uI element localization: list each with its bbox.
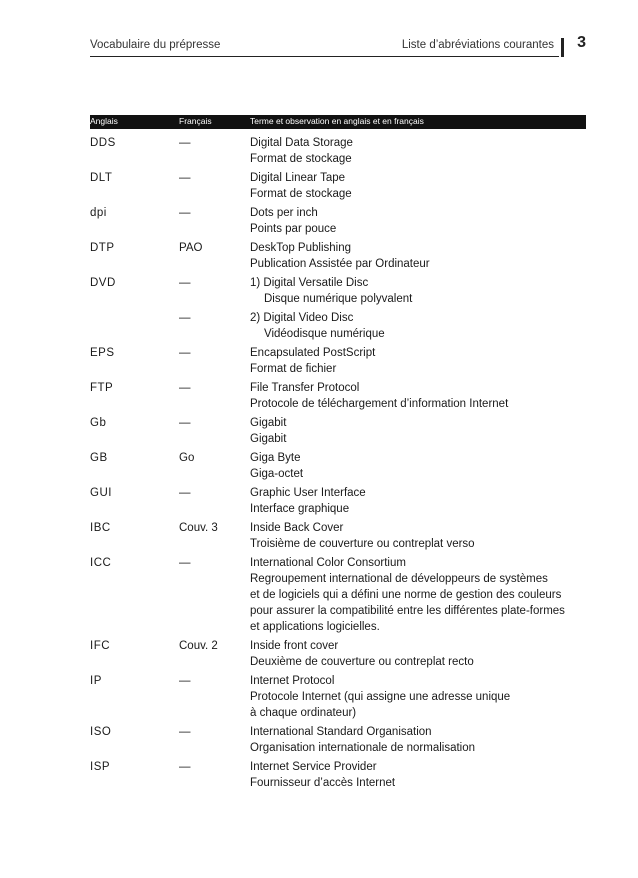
- term-french: Disque numérique polyvalent: [264, 293, 413, 305]
- term-english: Inside front cover: [250, 640, 339, 652]
- term-description: [250, 205, 586, 237]
- term-french: Troisième de couverture ou contreplat verso: [250, 538, 475, 550]
- abbreviation-fr: Couv. 3: [179, 522, 218, 534]
- abbreviation-en: DLT: [90, 172, 113, 184]
- term-french: et de logiciels qui a défini une norme de gestion des couleurs: [250, 589, 562, 601]
- table-row: [90, 450, 586, 482]
- page-header: [90, 28, 586, 68]
- term-description: [250, 555, 586, 635]
- term-description: [250, 310, 586, 342]
- abbreviation-en: IBC: [90, 522, 111, 534]
- term-english: Internet Protocol: [250, 675, 335, 687]
- abbreviation-en: IFC: [90, 640, 111, 652]
- term-french: Format de fichier: [250, 363, 337, 375]
- table-row: [90, 415, 586, 447]
- table-row: [90, 673, 586, 721]
- term-description: [250, 345, 586, 377]
- term-description: [250, 724, 586, 756]
- abbreviation-en: DVD: [90, 277, 116, 289]
- term-english: Graphic User Interface: [250, 487, 366, 499]
- term-english: Digital Linear Tape: [250, 172, 346, 184]
- term-description: [250, 275, 586, 307]
- term-french: Organisation internationale de normalisation: [250, 742, 476, 754]
- abbreviation-en: FTP: [90, 382, 114, 394]
- term-french: Fournisseur d’accès Internet: [250, 777, 396, 789]
- term-french: Deuxième de couverture ou contreplat recto: [250, 656, 474, 668]
- abbreviation-fr: —: [179, 172, 191, 184]
- term-description: [250, 638, 586, 670]
- abbreviation-fr: —: [179, 347, 191, 359]
- term-french: et applications logicielles.: [250, 621, 380, 633]
- term-french: Format de stockage: [250, 188, 352, 200]
- term-french: Protocole de téléchargement d’information Internet: [250, 398, 509, 410]
- abbreviation-fr: —: [179, 675, 191, 687]
- table-row: [90, 275, 586, 307]
- abbreviation-en: dpi: [90, 207, 107, 219]
- header-rule: [90, 56, 559, 57]
- page-number: 3: [577, 34, 586, 51]
- abbreviation-fr: PAO: [179, 242, 203, 254]
- term-english: Dots per inch: [250, 207, 318, 219]
- term-french: Giga-octet: [250, 468, 304, 480]
- abbreviation-fr: —: [179, 487, 191, 499]
- abbreviation-fr: —: [179, 557, 191, 569]
- term-english: 2) Digital Video Disc: [250, 312, 354, 324]
- term-french: Protocole Internet (qui assigne une adresse unique: [250, 691, 511, 703]
- table-row: [90, 638, 586, 670]
- term-description: [250, 240, 586, 272]
- abbreviation-fr: —: [179, 382, 191, 394]
- abbreviation-en: ISP: [90, 761, 111, 773]
- table-header: [90, 115, 586, 129]
- abbreviation-en: GB: [90, 452, 108, 464]
- abbreviation-en: ICC: [90, 557, 112, 569]
- table-body: [90, 129, 586, 791]
- abbreviation-table: [90, 115, 586, 791]
- term-french: Regroupement international de développeurs de systèmes: [250, 573, 548, 585]
- term-description: [250, 759, 586, 791]
- term-english: Digital Data Storage: [250, 137, 353, 149]
- table-row: [90, 205, 586, 237]
- column-header-francais: Français: [179, 116, 212, 126]
- table-row: [90, 520, 586, 552]
- table-row: [90, 555, 586, 635]
- abbreviation-fr: —: [179, 761, 191, 773]
- table-row: [90, 724, 586, 756]
- table-row: [90, 759, 586, 791]
- abbreviation-fr: Couv. 2: [179, 640, 218, 652]
- term-description: [250, 450, 586, 482]
- header-title-left: Vocabulaire du prépresse: [90, 39, 221, 51]
- abbreviation-en: DDS: [90, 137, 116, 149]
- term-french: Points par pouce: [250, 223, 337, 235]
- abbreviation-en: IP: [90, 675, 102, 687]
- term-french: à chaque ordinateur): [250, 707, 357, 719]
- term-french: pour assurer la compatibilité entre les différentes plate-formes: [250, 605, 565, 617]
- table-row: [90, 380, 586, 412]
- term-english: Internet Service Provider: [250, 761, 377, 773]
- table-row: [90, 345, 586, 377]
- header-separator-bar: [561, 38, 564, 57]
- header-title-right: Liste d’abréviations courantes: [401, 39, 554, 51]
- term-english: Encapsulated PostScript: [250, 347, 376, 359]
- abbreviation-fr: —: [179, 726, 191, 738]
- term-french: Format de stockage: [250, 153, 352, 165]
- abbreviation-en: ISO: [90, 726, 112, 738]
- abbreviation-en: GUI: [90, 487, 112, 499]
- term-french: Interface graphique: [250, 503, 350, 515]
- abbreviation-fr: —: [179, 137, 191, 149]
- abbreviation-fr: —: [179, 312, 191, 324]
- term-description: [250, 380, 586, 412]
- term-english: Giga Byte: [250, 452, 301, 464]
- column-header-terme: Terme et observation en anglais et en français: [250, 116, 424, 126]
- term-description: [250, 485, 586, 517]
- term-english: Gigabit: [250, 417, 287, 429]
- abbreviation-en: DTP: [90, 242, 115, 254]
- table-row: [90, 485, 586, 517]
- term-english: International Standard Organisation: [250, 726, 432, 738]
- term-description: [250, 673, 586, 721]
- term-english: File Transfer Protocol: [250, 382, 360, 394]
- abbreviation-fr: —: [179, 277, 191, 289]
- term-description: [250, 170, 586, 202]
- term-french: Publication Assistée par Ordinateur: [250, 258, 430, 270]
- table-row: [90, 310, 586, 342]
- abbreviation-fr: —: [179, 207, 191, 219]
- term-english: DeskTop Publishing: [250, 242, 352, 254]
- abbreviation-fr: —: [179, 417, 191, 429]
- term-description: [250, 415, 586, 447]
- term-french: Vidéodisque numérique: [264, 328, 385, 340]
- table-row: [90, 170, 586, 202]
- term-english: Inside Back Cover: [250, 522, 344, 534]
- term-french: Gigabit: [250, 433, 287, 445]
- term-description: [250, 520, 586, 552]
- abbreviation-fr: Go: [179, 452, 195, 464]
- term-english: 1) Digital Versatile Disc: [250, 277, 369, 289]
- term-english: International Color Consortium: [250, 557, 406, 569]
- abbreviation-en: EPS: [90, 347, 115, 359]
- table-row: [90, 135, 586, 167]
- table-row: [90, 240, 586, 272]
- column-header-anglais: Anglais: [90, 116, 118, 126]
- abbreviation-en: Gb: [90, 417, 107, 429]
- term-description: [250, 135, 586, 167]
